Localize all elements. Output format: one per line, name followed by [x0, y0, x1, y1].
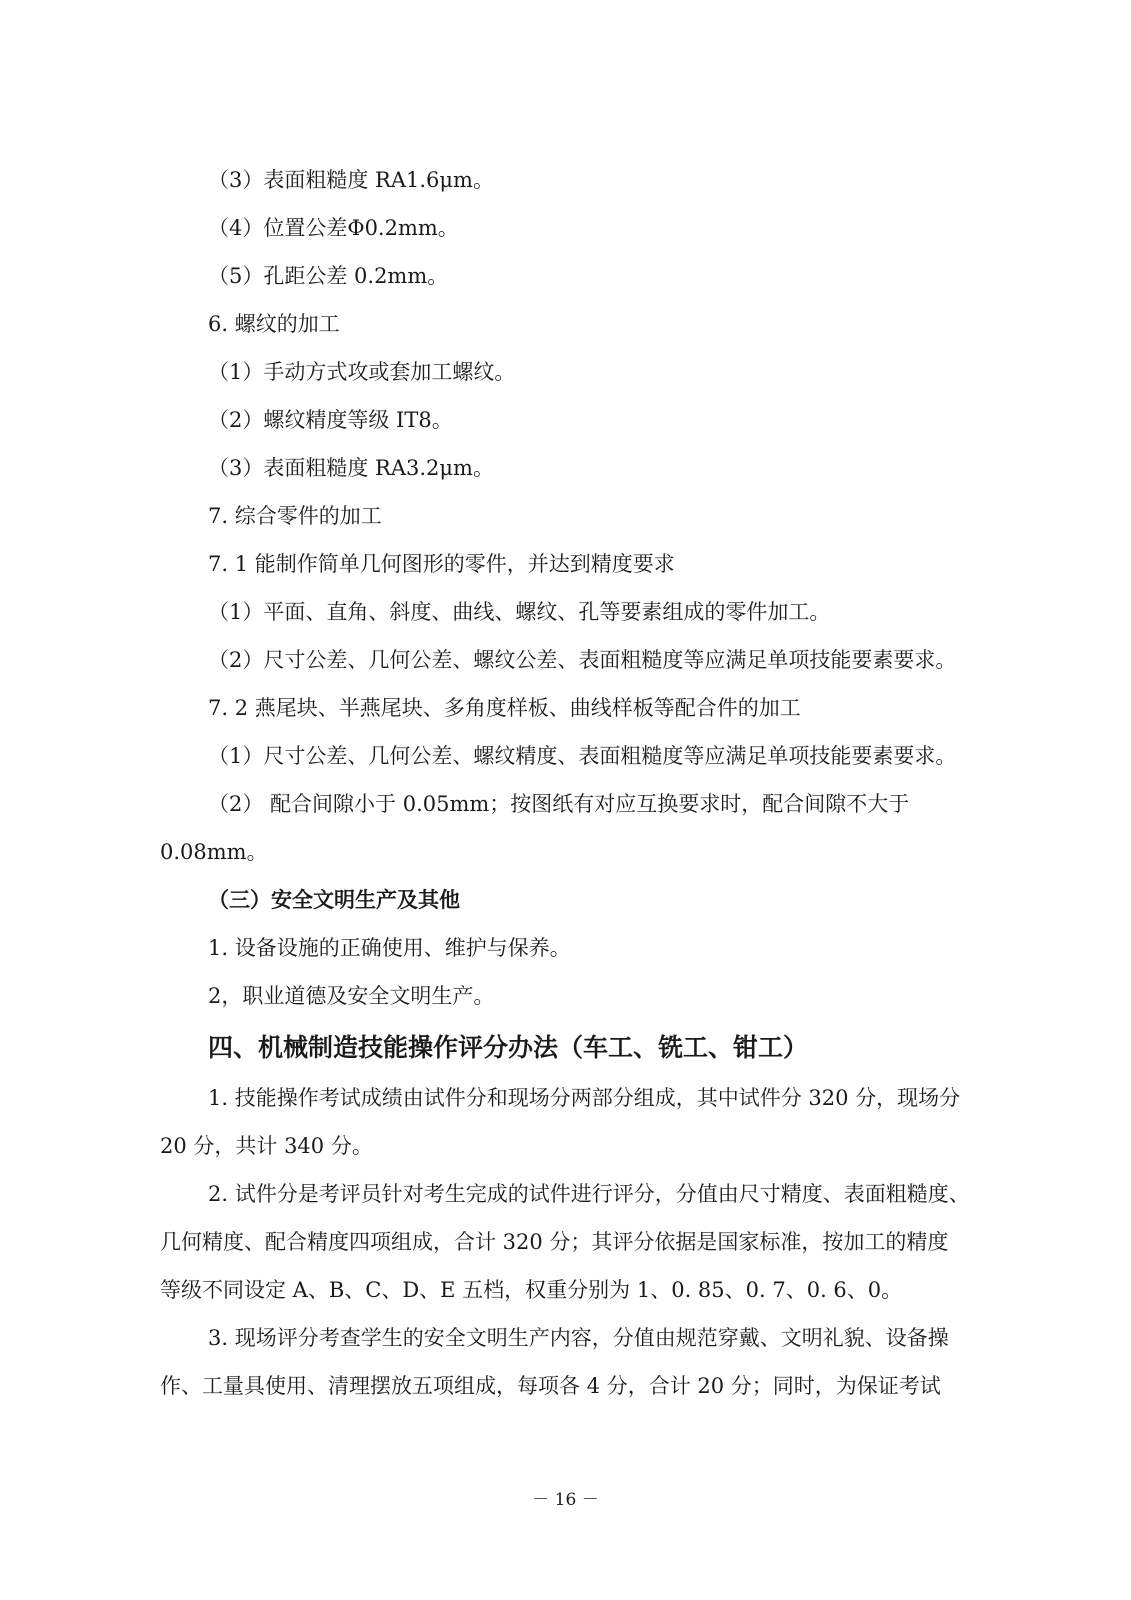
text-line: （1）手动方式攻或套加工螺纹。 [208, 360, 516, 384]
text-line: （2）尺寸公差、几何公差、螺纹公差、表面粗糙度等应满足单项技能要素要求。 [208, 648, 957, 672]
text-line: （2）螺纹精度等级 IT8。 [208, 408, 453, 432]
subsection-heading: 7. 1 能制作简单几何图形的零件，并达到精度要求 [208, 552, 675, 576]
section-heading: 7. 综合零件的加工 [208, 504, 382, 528]
paragraph-line: 作、工量具使用、清理摆放五项组成，每项各 4 分，合计 20 分；同时，为保证考试 [160, 1374, 941, 1398]
text-line: （2） 配合间隙小于 0.05mm；按图纸有对应互换要求时，配合间隙不大于 [208, 792, 910, 816]
chapter-heading: 四、机械制造技能操作评分办法（车工、铣工、钳工） [208, 1033, 809, 1062]
text-line: 2，职业道德及安全文明生产。 [208, 984, 495, 1008]
text-line: 1. 设备设施的正确使用、维护与保养。 [208, 936, 571, 960]
paragraph-line: 3. 现场评分考查学生的安全文明生产内容，分值由规范穿戴、文明礼貌、设备操 [208, 1326, 949, 1350]
text-line: 0.08mm。 [160, 840, 268, 864]
paragraph-line: 2. 试件分是考评员针对考生完成的试件进行评分，分值由尺寸精度、表面粗糙度、 [208, 1182, 970, 1206]
text-line: （1）平面、直角、斜度、曲线、螺纹、孔等要素组成的零件加工。 [208, 600, 831, 624]
text-line: （4）位置公差Φ0.2mm。 [208, 216, 459, 240]
text-line: （3）表面粗糙度 RA3.2μm。 [208, 456, 494, 480]
section-heading: 6. 螺纹的加工 [208, 312, 340, 336]
paragraph-line: 20 分，共计 340 分。 [160, 1134, 373, 1158]
paragraph-line: 等级不同设定 A、B、C、D、E 五档，权重分别为 1、0. 85、0. 7、0. 6、0。 [160, 1278, 903, 1302]
subsection-heading: 7. 2 燕尾块、半燕尾块、多角度样板、曲线样板等配合件的加工 [208, 696, 801, 720]
paragraph-line: 1. 技能操作考试成绩由试件分和现场分两部分组成，其中试件分 320 分，现场分 [208, 1086, 961, 1110]
text-line: （3）表面粗糙度 RA1.6μm。 [208, 168, 494, 192]
text-line: （5）孔距公差 0.2mm。 [208, 264, 449, 288]
page-number: － 16 － [532, 1490, 599, 1510]
section-heading: （三）安全文明生产及其他 [208, 888, 460, 912]
paragraph-line: 几何精度、配合精度四项组成，合计 320 分；其评分依据是国家标准，按加工的精度 [160, 1230, 949, 1254]
text-line: （1）尺寸公差、几何公差、螺纹精度、表面粗糙度等应满足单项技能要素要求。 [208, 744, 957, 768]
